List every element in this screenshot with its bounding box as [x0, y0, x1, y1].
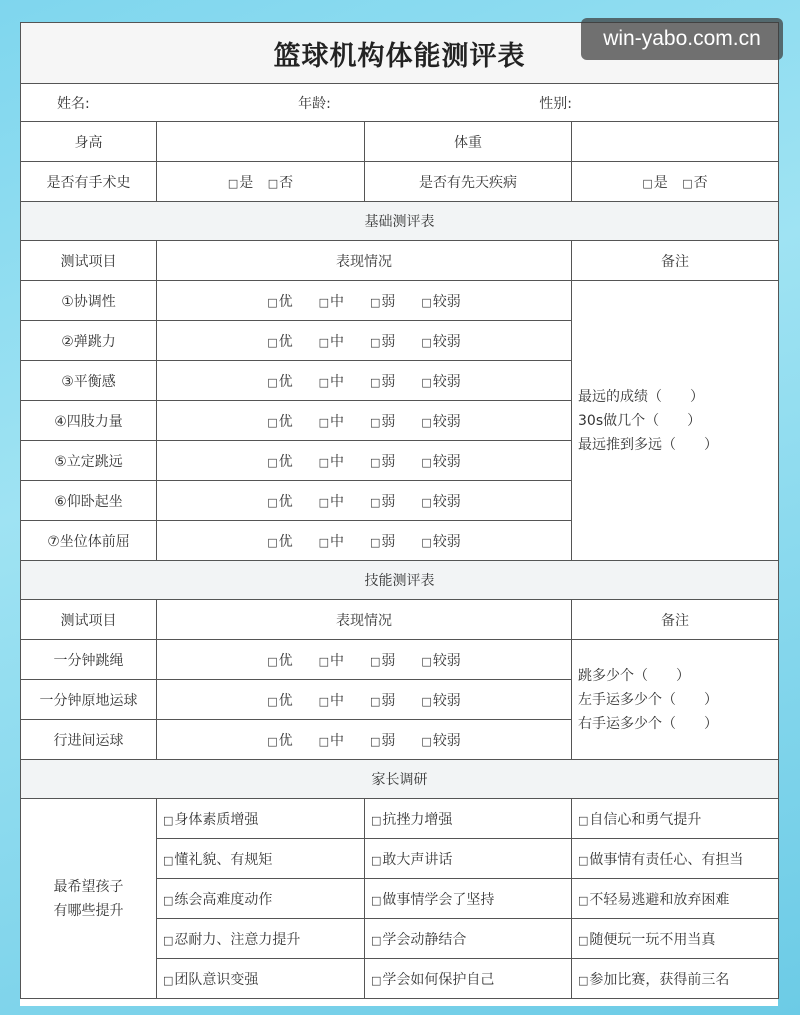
grade-weaker-checkbox[interactable]: □ 较弱 [421, 411, 460, 431]
grade-excellent-checkbox[interactable]: □ 优 [267, 291, 292, 311]
grade-weak-checkbox[interactable]: □ 弱 [370, 411, 395, 431]
grade-medium-checkbox[interactable]: □ 中 [319, 491, 344, 511]
wish-option-checkbox[interactable]: □ 学会如何保护自己 [371, 972, 494, 988]
grade-excellent-checkbox[interactable]: □ 优 [267, 331, 292, 351]
student-info-row [21, 84, 779, 122]
basic-col-perf-header: 表现情况 [157, 241, 572, 281]
skill-col-note-header: 备注 [572, 600, 779, 640]
wish-option-checkbox[interactable]: □ 参加比赛，获得前三名 [578, 972, 729, 988]
basic-note-line: 最远推到多远（ ） [578, 436, 718, 453]
skill-note-line: 跳多少个（ ） [578, 667, 690, 684]
grade-medium-checkbox[interactable]: □ 中 [319, 690, 344, 710]
basic-section-title: 基础测评表 [21, 202, 779, 241]
wish-option-checkbox[interactable]: □ 做事情有责任心、有担当 [578, 852, 743, 868]
wish-option-checkbox[interactable]: □ 学会动静结合 [371, 932, 466, 948]
basic-note-line: 最远的成绩（ ） [578, 388, 704, 405]
gender-field-label[interactable]: 性别: [539, 95, 572, 112]
parent-question [21, 799, 157, 999]
grade-excellent-checkbox[interactable]: □ 优 [267, 411, 292, 431]
grade-weaker-checkbox[interactable]: □ 较弱 [421, 331, 460, 351]
age-field-label[interactable]: 年龄: [298, 95, 331, 112]
grade-weak-checkbox[interactable]: □ 弱 [370, 730, 395, 750]
height-value-cell[interactable] [157, 122, 365, 162]
skill-item-label: 一分钟原地运球 [21, 680, 157, 720]
basic-notes-cell[interactable] [572, 281, 779, 561]
grade-excellent-checkbox[interactable]: □ 优 [267, 650, 292, 670]
weight-label: 体重 [365, 122, 572, 162]
grade-excellent-checkbox[interactable]: □ 优 [267, 451, 292, 471]
surgery-no-checkbox[interactable]: □ 否 [268, 172, 293, 192]
height-label: 身高 [21, 122, 157, 162]
wish-option-checkbox[interactable]: □ 练会高难度动作 [163, 892, 272, 908]
grade-medium-checkbox[interactable]: □ 中 [319, 531, 344, 551]
skill-note-line: 左手运多少个（ ） [578, 691, 718, 708]
grade-weak-checkbox[interactable]: □ 弱 [370, 291, 395, 311]
wish-option-checkbox[interactable]: □ 身体素质增强 [163, 812, 258, 828]
evaluation-sheet [20, 22, 778, 1006]
grade-excellent-checkbox[interactable]: □ 优 [267, 371, 292, 391]
page-title: 篮球机构体能测评表 [21, 23, 779, 84]
surgery-yes-checkbox[interactable]: □ 是 [228, 172, 253, 192]
skill-item-label: 行进间运球 [21, 720, 157, 760]
basic-col-note-header: 备注 [572, 241, 779, 281]
basic-col-item-header: 测试项目 [21, 241, 157, 281]
wish-option-checkbox[interactable]: □ 不轻易逃避和放弃困难 [578, 892, 729, 908]
congenital-yes-checkbox[interactable]: □ 是 [642, 172, 667, 192]
wish-option-checkbox[interactable]: □ 团队意识变强 [163, 972, 258, 988]
grade-weak-checkbox[interactable]: □ 弱 [370, 451, 395, 471]
grade-options [157, 361, 572, 401]
grade-excellent-checkbox[interactable]: □ 优 [267, 491, 292, 511]
basic-item-label: ④四肢力量 [21, 401, 157, 441]
wish-option-checkbox[interactable]: □ 自信心和勇气提升 [578, 812, 701, 828]
grade-options [157, 401, 572, 441]
grade-options [157, 720, 572, 760]
grade-weak-checkbox[interactable]: □ 弱 [370, 690, 395, 710]
grade-medium-checkbox[interactable]: □ 中 [319, 730, 344, 750]
grade-medium-checkbox[interactable]: □ 中 [319, 331, 344, 351]
grade-weaker-checkbox[interactable]: □ 较弱 [421, 451, 460, 471]
congenital-disease-options [572, 162, 779, 202]
grade-medium-checkbox[interactable]: □ 中 [319, 411, 344, 431]
grade-options [157, 441, 572, 481]
wish-option-checkbox[interactable]: □ 做事情学会了坚持 [371, 892, 494, 908]
grade-medium-checkbox[interactable]: □ 中 [319, 371, 344, 391]
grade-weak-checkbox[interactable]: □ 弱 [370, 531, 395, 551]
congenital-disease-label: 是否有先天疾病 [365, 162, 572, 202]
skill-notes-cell[interactable] [572, 640, 779, 760]
grade-options [157, 481, 572, 521]
skill-col-item-header: 测试项目 [21, 600, 157, 640]
grade-medium-checkbox[interactable]: □ 中 [319, 291, 344, 311]
grade-excellent-checkbox[interactable]: □ 优 [267, 690, 292, 710]
grade-medium-checkbox[interactable]: □ 中 [319, 451, 344, 471]
basic-item-label: ⑤立定跳远 [21, 441, 157, 481]
grade-weak-checkbox[interactable]: □ 弱 [370, 371, 395, 391]
wish-option-checkbox[interactable]: □ 忍耐力、注意力提升 [163, 932, 300, 948]
wish-option-checkbox[interactable]: □ 随便玩一玩不用当真 [578, 932, 715, 948]
grade-weaker-checkbox[interactable]: □ 较弱 [421, 491, 460, 511]
wish-option-checkbox[interactable]: □ 敢大声讲话 [371, 852, 452, 868]
watermark-badge: win-yabo.com.cn [581, 18, 783, 60]
grade-weaker-checkbox[interactable]: □ 较弱 [421, 531, 460, 551]
skill-col-perf-header: 表现情况 [157, 600, 572, 640]
grade-weaker-checkbox[interactable]: □ 较弱 [421, 690, 460, 710]
grade-weak-checkbox[interactable]: □ 弱 [370, 331, 395, 351]
basic-item-label: ①协调性 [21, 281, 157, 321]
congenital-no-checkbox[interactable]: □ 否 [682, 172, 707, 192]
skill-note-line: 右手运多少个（ ） [578, 715, 718, 732]
parent-question-line: 有哪些提升 [53, 902, 124, 919]
grade-weak-checkbox[interactable]: □ 弱 [370, 491, 395, 511]
grade-excellent-checkbox[interactable]: □ 优 [267, 531, 292, 551]
grade-weak-checkbox[interactable]: □ 弱 [370, 650, 395, 670]
grade-options [157, 521, 572, 561]
basic-item-label: ⑦坐位体前屈 [21, 521, 157, 561]
skill-section-title: 技能测评表 [21, 561, 779, 600]
evaluation-table [20, 22, 779, 999]
basic-item-label: ⑥仰卧起坐 [21, 481, 157, 521]
wish-option-checkbox[interactable]: □ 抗挫力增强 [371, 812, 452, 828]
grade-options [157, 680, 572, 720]
skill-row [21, 640, 779, 680]
basic-row [21, 281, 779, 321]
basic-note-line: 30s做几个（ ） [578, 412, 702, 429]
wish-option-checkbox[interactable]: □ 懂礼貌、有规矩 [163, 852, 272, 868]
weight-value-cell[interactable] [572, 122, 779, 162]
grade-options [157, 321, 572, 361]
skill-item-label: 一分钟跳绳 [21, 640, 157, 680]
grade-weaker-checkbox[interactable]: □ 较弱 [421, 730, 460, 750]
grade-options [157, 640, 572, 680]
surgery-history-label: 是否有手术史 [21, 162, 157, 202]
surgery-history-options [157, 162, 365, 202]
basic-item-label: ③平衡感 [21, 361, 157, 401]
parent-section-title: 家长调研 [21, 760, 779, 799]
name-field-label[interactable]: 姓名: [57, 95, 90, 112]
grade-weaker-checkbox[interactable]: □ 较弱 [421, 650, 460, 670]
grade-excellent-checkbox[interactable]: □ 优 [267, 730, 292, 750]
grade-options [157, 281, 572, 321]
grade-weaker-checkbox[interactable]: □ 较弱 [421, 291, 460, 311]
grade-medium-checkbox[interactable]: □ 中 [319, 650, 344, 670]
basic-item-label: ②弹跳力 [21, 321, 157, 361]
grade-weaker-checkbox[interactable]: □ 较弱 [421, 371, 460, 391]
parent-question-line: 最希望孩子 [53, 878, 124, 895]
